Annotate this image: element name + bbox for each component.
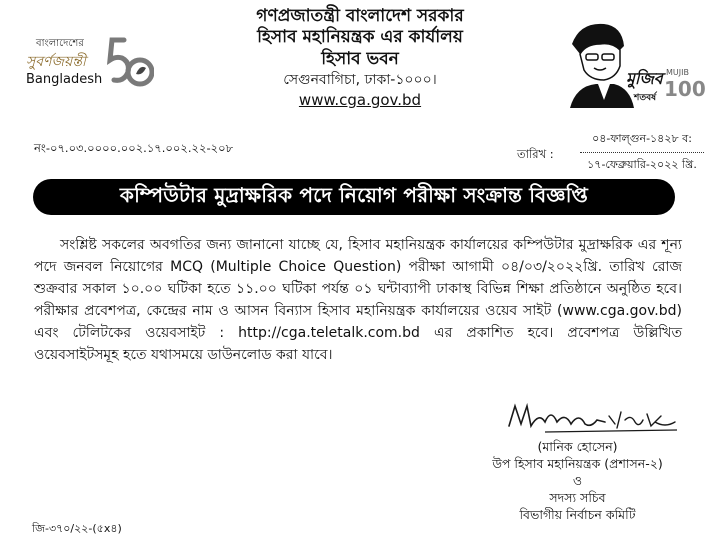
mujib-centenary-logo [560,14,706,109]
date-bangla: ০৪-ফাল্গুন-১৪২৮ ব: [580,130,704,153]
building-name: হিসাব ভবন [321,48,399,69]
signatory-name: (মানিক হোসেন) [537,439,618,454]
mujib-100: 100 [664,77,706,101]
handwritten-signature [505,398,680,442]
logo-left-line1: বাংলাদেশের [36,38,84,49]
logo-left-line2: সুবর্ণজয়ন্তী [26,54,86,70]
government-name: গণপ্রজাতন্ত্রী বাংলাদেশ সরকার [256,6,464,26]
reference-code: জি-৩৭০/২২-(৫x৪) [32,522,122,535]
date-block [580,130,704,175]
signature-icon [505,398,680,438]
signatory-designation: উপ হিসাব মহানিয়ন্ত্রক (প্রশাসন-২) [492,456,663,471]
office-name: হিসাব মহানিয়ন্ত্রক এর কার্যালয় [257,27,463,48]
mujib-bangla: মুজিব [626,69,663,88]
date-english: ১৭-ফেব্রুয়ারি-২০২২ খ্রি. [587,158,697,171]
mujib-english: MUJIB [666,68,689,77]
logo-left-line3: Bangladesh [26,72,103,87]
office-header [190,6,530,110]
memo-number: নং-০৭.০৩.০০০০.০০২.১৭.০০২.২২-২০৮ [34,141,234,155]
office-website: www.cga.gov.bd [298,91,422,110]
mujib-shotoborsho: শতবর্ষ [634,93,657,103]
body-paragraph: সংশ্লিষ্ট সকলের অবগতির জন্য জানানো যাচ্ছে যে, হিসাব মহানিয়ন্ত্রক কার্যালয়ের কম্পিউটার মুদ্রাক্ষরিক এর শূন্য পদে জনবল নিয়োগের MCQ (Multiple Choice Question) পরীক্ষা আগামী ০৪/০৩/২০২২খ্রি. তারিখ রোজ শুক্রবার সকাল ১০.০০ ঘটিকা হতে ১১.০০ ঘটিকা পর্যন্ত ০১ ঘন্টাব্যাপী ঢাকাস্থ বিভিন্ন শিক্ষা প্রতিষ্ঠানে অনুষ্ঠিত হবে। পরীক্ষার প্রবেশপত্র, কেন্দ্রের নাম ও আসন বিন্যাস হিসাব মহানিয়ন্ত্রক কার্যালয়ের ওয়েব সাইট (www.cga.gov.bd) এবং টেলিটকের ওয়েবসাইট : http://cga.teletalk.com.bd এর প্রকাশিত হবে। প্রবেশপত্র উল্লিখিত ওয়েবসাইটসমূহ হতে যথাসময়ে ডাউনলোড করা যাবে। [34,237,682,363]
golden-jubilee-logo [24,34,154,98]
office-address: সেগুনবাগিচা, ঢাকা-১০০০। [283,71,437,88]
signatory-role: সদস্য সচিব [549,490,606,505]
fifty-emblem-icon [106,34,154,94]
date-label: তারিখ : [517,147,554,161]
notice-body [34,234,682,366]
signatory-block [470,438,685,523]
signatory-conjunction: ও [572,473,583,488]
notice-title: কম্পিউটার মুদ্রাক্ষরিক পদে নিয়োগ পরীক্ষা সংক্রান্ত বিজ্ঞপ্তি [33,179,675,215]
signatory-committee: বিভাগীয় নির্বাচন কমিটি [519,507,636,522]
